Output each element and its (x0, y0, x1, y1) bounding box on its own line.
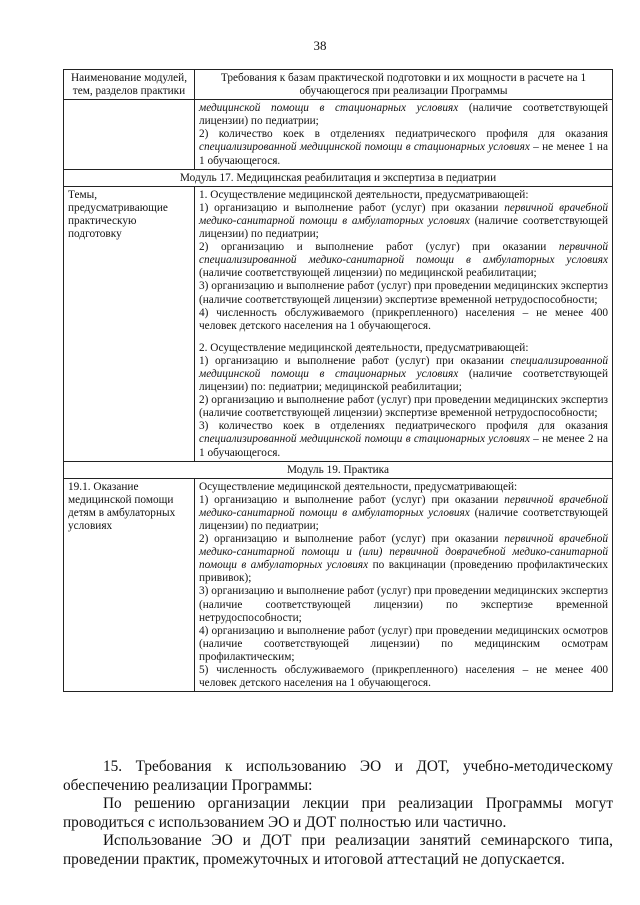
module-19-heading: Модуль 19. Практика (64, 461, 613, 478)
table-cell (195, 478, 613, 692)
topic-cell: 19.1. Оказание медицинской помощи детям в амбулаторных условиях (64, 478, 195, 692)
table-cell-empty (64, 100, 195, 169)
list-item: 4) численность обслуживаемого (прикрепленного) населения – не менее 400 человек детского населения на 1 обучающегося. (199, 306, 608, 332)
list-item: 2) количество коек в отделениях педиатрического профиля для оказания специализированной медицинской помощи в стационарных условиях – не менее 1 на 1 обучающегося. (199, 128, 608, 167)
page-number: 38 (313, 38, 327, 53)
table-row (64, 478, 613, 692)
module-row (64, 169, 613, 186)
table-cell (195, 100, 613, 169)
topic-cell: Темы, предусматривающие практическую подготовку (64, 186, 195, 461)
group-title: Осуществление медицинской деятельности, предусматривающей: (199, 480, 518, 493)
list-item: 2) организацию и выполнение работ (услуг) при проведении медицинских экспертиз (наличие соответствующей лицензии) экспертизе временной нетрудоспособности; (199, 394, 608, 420)
paragraph: По решению организации лекции при реализации Программы могут проводиться с использованием ЭО и ДОТ полностью или частично. (63, 795, 613, 831)
list-item: 2) организацию и выполнение работ (услуг) при оказании первичной врачебной медико-санитарной помощи и (или) первичной доврачебной медико-санитарной помощи в амбулаторных условиях по вакцинации (проведению профилактических прививок); (199, 533, 608, 585)
section-15 (63, 758, 613, 869)
list-item: 1) организацию и выполнение работ (услуг) при оказании специализированной медицинской помощи в стационарных условиях (наличие соответствующей лицензии) по: педиатрии; медицинской реабилитации; (199, 354, 608, 394)
list-item: 1) организацию и выполнение работ (услуг) при оказании первичной врачебной медико-санитарной помощи в амбулаторных условиях (наличие соответствующей лицензии) по педиатрии; (199, 493, 608, 532)
list-item: 3) количество коек в отделениях педиатрического профиля для оказания специализированной медицинской помощи в стационарных условиях – не менее 2 на 1 обучающегося. (199, 420, 608, 459)
module-row (64, 461, 613, 478)
paragraph: Использование ЭО и ДОТ при реализации занятий семинарского типа, проведении практик, промежуточных и итоговой аттестаций не допускается. (63, 832, 613, 868)
requirements-table (63, 69, 613, 692)
table-row (64, 100, 613, 169)
list-item: 1) организацию и выполнение работ (услуг) при оказании первичной врачебной медико-санитарной помощи в амбулаторных условиях (наличие соответствующей лицензии) по педиатрии; (199, 201, 608, 241)
list-item: 4) организацию и выполнение работ (услуг) при проведении медицинских осмотров (наличие соответствующей лицензии) по медицинским осмотрам профилактическим; (199, 624, 608, 663)
header-requirements: Требования к базам практической подготовки и их мощности в расчете на 1 обучающегося при реализации Программы (195, 70, 613, 100)
list-item: 2) организацию и выполнение работ (услуг) при оказании первичной специализированной медико-санитарной помощи в амбулаторных условиях (наличие соответствующей лицензии) по медицинской реабилитации; (199, 241, 608, 280)
list-item: 5) численность обслуживаемого (прикрепленного) населения – не менее 400 человек детского населения на 1 обучающегося. (199, 664, 608, 690)
group-title: 1. Осуществление медицинской деятельности, предусматривающей: (199, 188, 529, 201)
group-title: 2. Осуществление медицинской деятельности, предусматривающей: (199, 341, 529, 354)
module-17-heading: Модуль 17. Медицинская реабилитация и экспертиза в педиатрии (64, 169, 613, 186)
list-item: медицинской помощи в стационарных условиях (наличие соответствующей лицензии) по педиатрии; (199, 102, 608, 128)
header-modules: Наименование модулей, тем, разделов практики (64, 70, 195, 100)
list-item: 3) организацию и выполнение работ (услуг) при проведении медицинских экспертиз (наличие соответствующей лицензии) по экспертизе временной нетрудоспособности; (199, 585, 608, 624)
section-heading: 15. Требования к использованию ЭО и ДОТ, учебно-методическому обеспечению реализации Программы: (63, 758, 613, 794)
table-cell (195, 186, 613, 461)
table-row (64, 186, 613, 461)
list-item: 3) организацию и выполнение работ (услуг) при проведении медицинских экспертиз (наличие соответствующей лицензии) экспертизе временной нетрудоспособности; (199, 280, 608, 306)
table-header-row (64, 70, 613, 100)
